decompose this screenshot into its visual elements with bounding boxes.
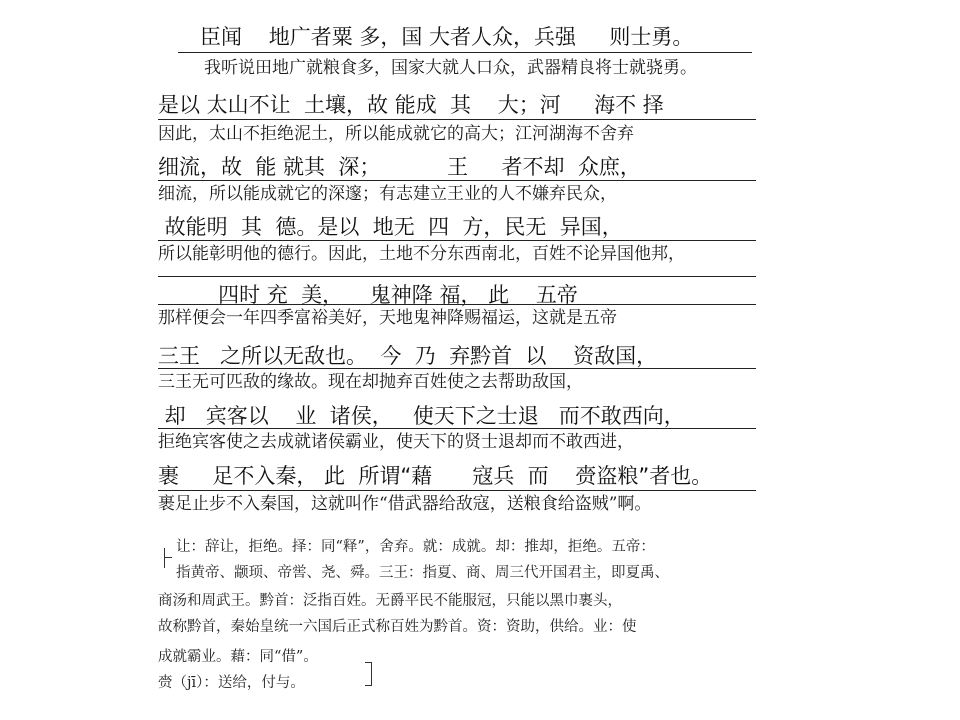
- original-line-8: 裹 足不入秦， 此 所谓“藉 寇兵 而 赍盗粮”者也。: [158, 464, 713, 488]
- original-line-6: 三王 之所以无敌也。 今 乃 弃黔首 以 资敌国，: [158, 344, 658, 368]
- underline-2: [158, 119, 756, 120]
- underline-7: [158, 428, 756, 429]
- translation-line-3: 细流，所以能成就它的深邃；有志建立王业的人不嫌弃民众，: [158, 184, 617, 204]
- underline-1: [178, 52, 752, 53]
- translation-line-6: 三王无可匹敌的缘故。现在却抛弃百姓使之去帮助敌国，: [158, 372, 583, 392]
- translation-line-4: 所以能彰明他的德行。因此，土地不分东西南北，百姓不论异国他邦，: [158, 244, 685, 264]
- translation-line-7: 拒绝宾客使之去成就诸侯霸业，使天下的贤士退却而不敢西进，: [158, 432, 634, 452]
- notes-close-bracket: [365, 662, 372, 686]
- notes-open-bracket: [164, 548, 171, 568]
- underline-8: [158, 490, 756, 491]
- underline-5: [158, 304, 756, 305]
- translation-line-5: 那样便会一年四季富裕美好，天地鬼神降赐福运，这就是五帝: [158, 308, 617, 328]
- original-line-7: 却 宾客以 业 诸侯， 使天下之士退 而不敢西向，: [158, 404, 685, 428]
- translation-line-1: 我听说田地广就粮食多，国家大就人口众，武器精良将士就骁勇。: [204, 58, 697, 78]
- original-line-4: 故能明 其 德。是以 地无 四 方，民无 异国，: [158, 215, 623, 239]
- underline-3: [158, 180, 756, 181]
- underline-5-top: [158, 276, 756, 277]
- translation-line-2: 因此，太山不拒绝泥土，所以能成就它的高大；江河湖海不舍弃: [158, 124, 634, 144]
- underline-4: [158, 240, 756, 241]
- original-line-1: 臣闻 地广者粟 多，国 大者人众，兵强 则士勇。: [200, 25, 694, 49]
- note-line-3: 商汤和周武王。黔首：泛指百姓。无爵平民不能服冠，只能以黑巾裹头，: [158, 593, 622, 609]
- note-line-5: 成就霸业。藉：同“借”。: [158, 649, 318, 665]
- note-line-1: 让：辞让，拒绝。择：同“释”，舍弃。就：成就。却：推却，拒绝。五帝：: [176, 539, 655, 555]
- original-line-3: 细流，故 能 就其 深； 王 者不却 众庶，: [158, 155, 641, 179]
- original-line-2: 是以 太山不让 土壤，故 能成 其 大；河 海不 择: [158, 93, 664, 117]
- note-line-4: 故称黔首，秦始皇统一六国后正式称百姓为黔首。资：资助，供给。业：使: [158, 619, 637, 635]
- translation-line-8: 裹足止步不入秦国，这就叫作“借武器给敌寇，送粮食给盗贼”啊。: [158, 494, 652, 514]
- note-line-6: 赍（jī）：送给，付与。: [158, 675, 305, 691]
- original-line-5: 四时 充 美， 鬼神降 福， 此 五帝: [158, 283, 578, 307]
- underline-6: [158, 368, 756, 369]
- note-line-2: 指黄帝、颛顼、帝喾、尧、舜。三王：指夏、商、周三代开国君主，即夏禹、: [176, 565, 669, 581]
